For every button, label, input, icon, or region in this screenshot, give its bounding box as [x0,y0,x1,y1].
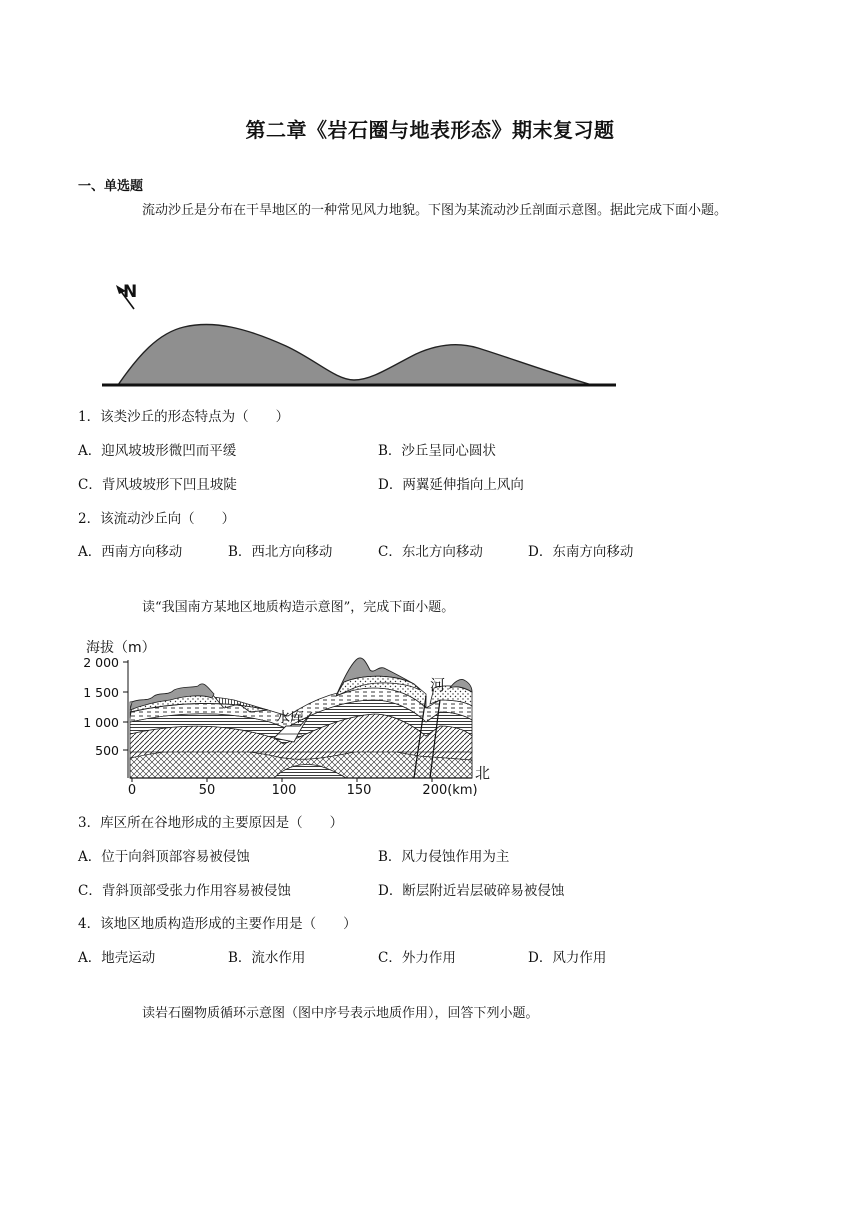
y-tick-label: 2 000 [83,655,119,670]
question-2: 2．该流动沙丘向（ ） [78,511,236,527]
x-tick-label: 0 [127,783,137,798]
q4-option-c[interactable]: C．外力作用 [378,950,456,966]
group2-intro: 读“我国南方某地区地质构造示意图”，完成下面小题。 [142,600,455,615]
q1-option-a[interactable]: A．迎风坡坡形微凹而平缓 [78,443,237,459]
north-label: N [123,282,138,302]
q3-option-d[interactable]: D．断层附近岩层破碎易被侵蚀 [378,883,565,899]
sand-dune-profile-figure [96,278,620,394]
group1-intro: 流动沙丘是分布在干旱地区的一种常见风力地貌。下图为某流动沙丘剖面示意图。据此完成下面小题。 [142,203,728,218]
page-title: 第二章《岩石圈与地表形态》期末复习题 [245,118,615,142]
x-tick-label: 50 [198,783,216,798]
q3-option-a[interactable]: A．位于向斜顶部容易被侵蚀 [78,849,250,865]
x-tick-label: 200(km) [422,783,478,798]
north-direction-label: 北 [475,764,491,782]
y-tick-label: 500 [95,743,119,758]
section-heading: 一、单选题 [78,179,144,194]
q1-option-b[interactable]: B．沙丘呈同心圆状 [378,443,496,459]
x-tick-label: 100 [271,783,297,798]
question-4: 4．该地区地质构造形成的主要作用是（ ） [78,916,357,932]
dune-shape [118,324,592,385]
question-3: 3．库区所在谷地形成的主要原因是（ ） [78,815,344,831]
q3-option-b[interactable]: B．风力侵蚀作用为主 [378,849,510,865]
x-tick-label: 150 [346,783,372,798]
y-axis-title: 海拔（m） [86,640,156,656]
north-arrow-icon [116,282,137,309]
group3-intro: 读岩石圈物质循环示意图（图中序号表示地质作用），回答下列小题。 [142,1006,539,1021]
q2-option-b[interactable]: B．西北方向移动 [228,544,333,560]
q4-option-a[interactable]: A．地壳运动 [78,950,156,966]
q1-option-c[interactable]: C．背风坡坡形下凹且坡陡 [78,477,237,493]
y-tick-label: 1 500 [83,685,119,700]
q3-option-c[interactable]: C．背斜顶部受张力作用容易被侵蚀 [78,883,291,899]
river-label: 河 [430,676,446,694]
reservoir-label: 水库 [276,710,304,726]
q1-option-d[interactable]: D．两翼延伸指向上风向 [378,477,524,493]
y-tick-label: 1 000 [83,715,119,730]
q2-option-a[interactable]: A．西南方向移动 [78,544,183,560]
q2-option-c[interactable]: C．东北方向移动 [378,544,483,560]
question-1: 1．该类沙丘的形态特点为（ ） [78,409,290,425]
q2-option-d[interactable]: D．东南方向移动 [528,544,634,560]
q4-option-d[interactable]: D．风力作用 [528,950,607,966]
geologic-section-figure [74,630,494,800]
q4-option-b[interactable]: B．流水作用 [228,950,306,966]
